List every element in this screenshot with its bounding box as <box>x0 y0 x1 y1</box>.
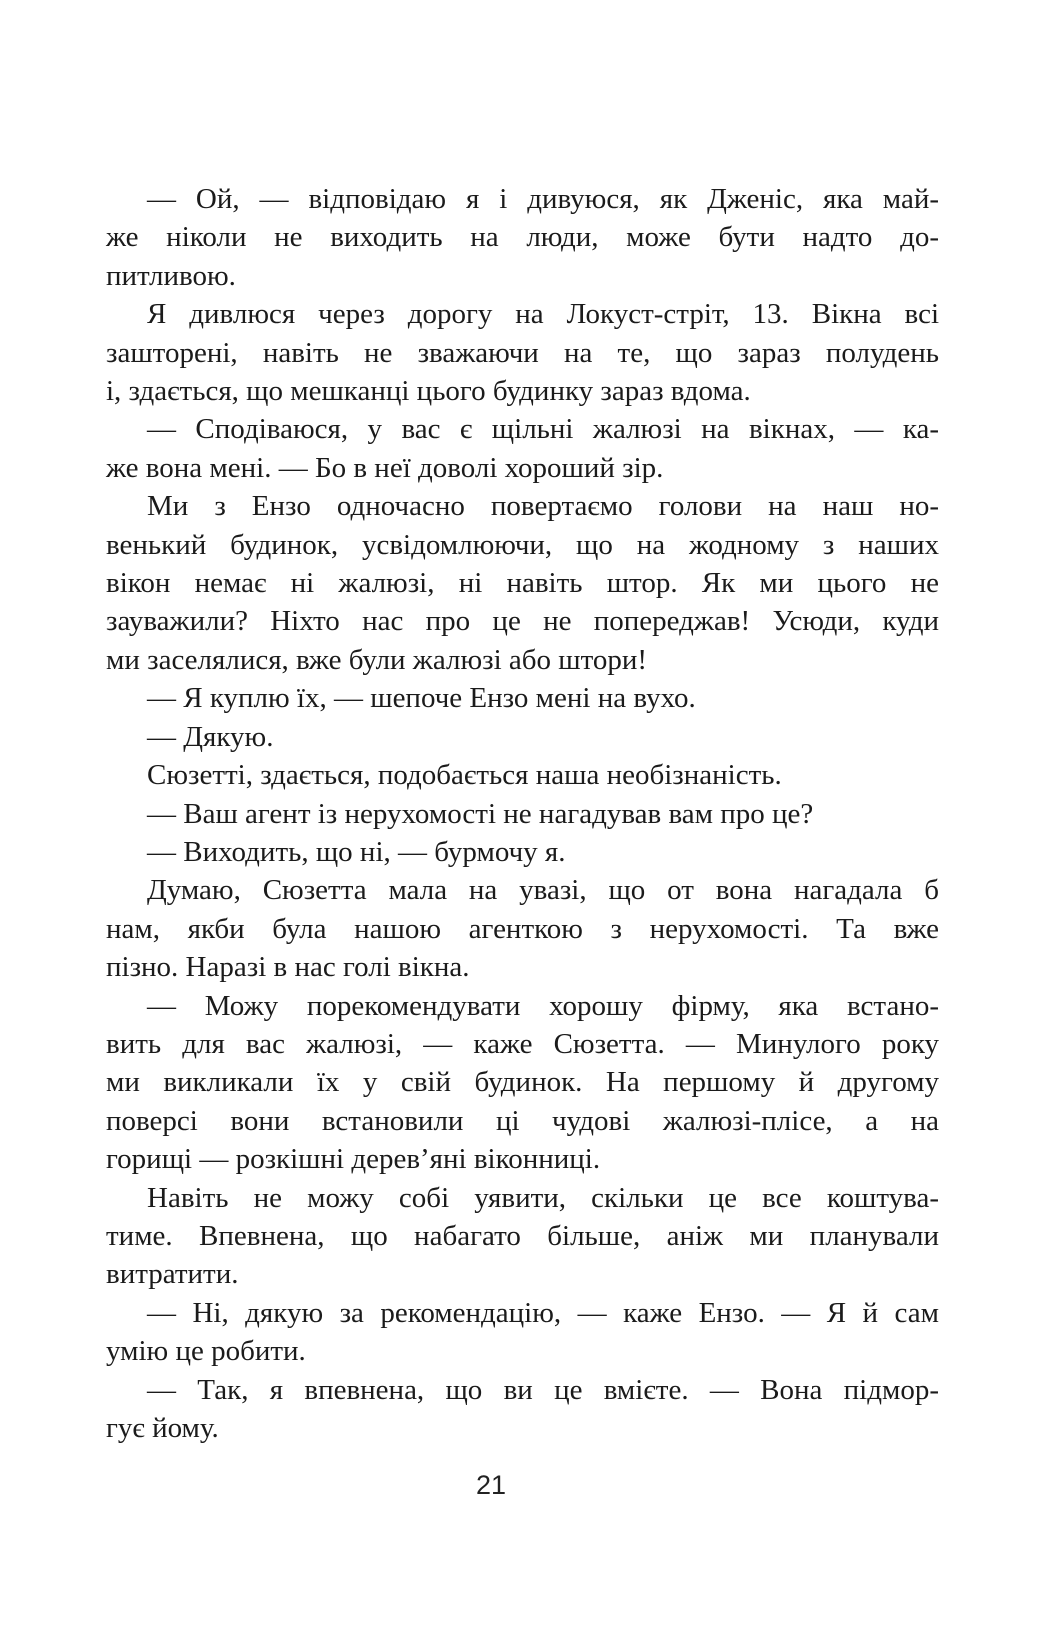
text-line: нам, якби була нашою агенткою з нерухомості. Та вже <box>106 912 939 945</box>
text-line: — Сподіваюся, у вас є щільні жалюзі на вікнах, — ка- <box>147 413 939 446</box>
text-line: же вона мені. — Бо в неї доволі хороший зір. <box>106 451 664 484</box>
text-line: пізно. Наразі в нас голі вікна. <box>106 951 470 984</box>
text-line: зашторені, навіть не зважаючи на те, що зараз полудень <box>106 336 939 369</box>
text-line: Я дивлюся через дорогу на Локуст-стріт, 13. Вікна всі <box>147 298 939 331</box>
paragraph <box>106 679 939 717</box>
paragraph <box>106 180 939 295</box>
text-line: венький будинок, усвідомлюючи, що на жодному з наших <box>106 528 939 561</box>
paragraph <box>106 795 939 833</box>
text-line: питливою. <box>106 259 236 292</box>
paragraph <box>106 756 939 794</box>
text-line: — Виходить, що ні, — бурмочу я. <box>147 835 566 868</box>
text-line: — Можу порекомендувати хорошу фірму, яка встано- <box>147 989 939 1022</box>
text-line: — Дякую. <box>147 720 274 753</box>
text-line: і, здається, що мешканці цього будинку зараз вдома. <box>106 375 751 408</box>
paragraph <box>106 295 939 410</box>
text-line: вікон немає ні жалюзі, ні навіть штор. Як ми цього не <box>106 567 939 600</box>
text-line: поверсі вони встановили ці чудові жалюзі-плісе, а на <box>106 1104 939 1137</box>
text-line: — Так, я впевнена, що ви це вмієте. — Вона підмор- <box>147 1373 939 1406</box>
text-line: вить для вас жалюзі, — каже Сюзетта. — Минулого року <box>106 1027 939 1060</box>
text-line: — Ой, — відповідаю я і дивуюся, як Дженіс, яка май- <box>147 183 939 215</box>
text-line: горищі — розкішні дерев’яні віконниці. <box>106 1143 601 1176</box>
text-line: Думаю, Сюзетта мала на увазі, що от вона нагадала б <box>147 874 939 907</box>
page-number: 21 <box>475 1470 507 1500</box>
paragraph <box>106 410 939 487</box>
text-line: — Я куплю їх, — шепоче Ензо мені на вухо. <box>147 682 696 715</box>
text-line: Навіть не можу собі уявити, скільки це все коштува- <box>147 1181 939 1214</box>
text-line: ми заселялися, вже були жалюзі або штори! <box>106 643 648 676</box>
text-line: Ми з Ензо одночасно повертаємо голови на наш но- <box>147 490 939 523</box>
text-line: умію це робити. <box>106 1335 306 1368</box>
page-text <box>106 180 939 1447</box>
paragraph <box>106 718 939 756</box>
text-line: зауважили? Ніхто нас про це не попереджав! Усюди, куди <box>106 605 939 638</box>
paragraph <box>106 1179 939 1294</box>
paragraph <box>106 487 939 679</box>
paragraph <box>106 871 939 986</box>
text-line: ми викликали їх у свій будинок. На першому й другому <box>106 1066 939 1099</box>
text-line: тиме. Впевнена, що набагато більше, аніж ми планували <box>106 1219 939 1252</box>
paragraph <box>106 1371 939 1448</box>
text-line: — Ні, дякую за рекомендацію, — каже Ензо. — Я й сам <box>147 1296 939 1329</box>
text-line: — Ваш агент із нерухомості не нагадував вам про це? <box>147 797 814 830</box>
text-line: Сюзетті, здається, подобається наша необізнаність. <box>147 759 782 792</box>
paragraph <box>106 1294 939 1371</box>
text-line: гує йому. <box>106 1412 219 1444</box>
text-line: витратити. <box>106 1258 239 1291</box>
paragraph <box>106 987 939 1179</box>
paragraph <box>106 833 939 871</box>
text-line: же ніколи не виходить на люди, може бути надто до- <box>106 221 939 254</box>
